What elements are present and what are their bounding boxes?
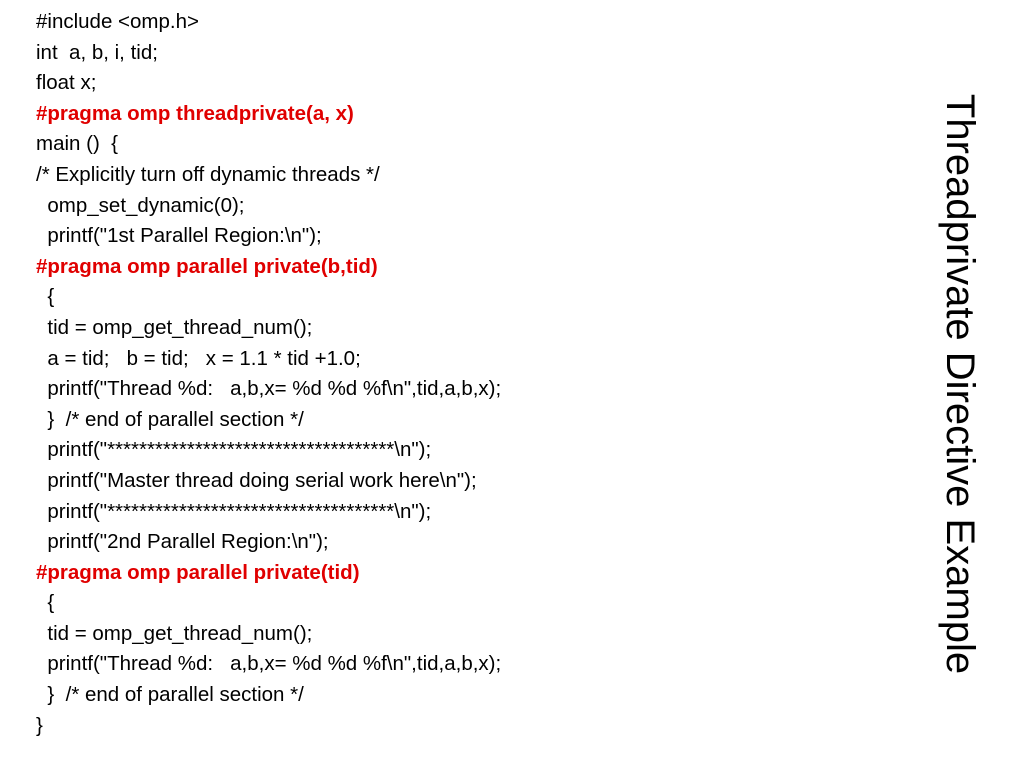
code-line-close-brace-1: } /* end of parallel section */ — [36, 407, 304, 431]
code-listing — [36, 7, 896, 741]
code-line-get-thread-num-2: tid = omp_get_thread_num(); — [36, 621, 313, 645]
code-line-open-brace-2: { — [36, 591, 55, 615]
code-line-printf-region-1: printf("1st Parallel Region:\n"); — [36, 224, 322, 248]
code-line-printf-stars-1: printf("************************************\n"); — [36, 438, 432, 462]
code-line-comment-dynamic: /* Explicitly turn off dynamic threads */ — [36, 162, 380, 186]
code-line-parallel-pragma-2: #pragma omp parallel private(tid) — [36, 560, 360, 584]
code-line-main: main () { — [36, 132, 119, 156]
code-line-printf-master: printf("Master thread doing serial work here\n"); — [36, 468, 477, 492]
code-line-open-brace-1: { — [36, 285, 55, 309]
code-line-printf-stars-2: printf("************************************\n"); — [36, 499, 432, 523]
code-line-printf-region-2: printf("2nd Parallel Region:\n"); — [36, 530, 329, 554]
code-line-printf-thread-1: printf("Thread %d: a,b,x= %d %d %f\n",tid,a,b,x); — [36, 377, 502, 401]
code-line-printf-thread-2: printf("Thread %d: a,b,x= %d %d %f\n",tid,a,b,x); — [36, 652, 502, 676]
code-line-float-declaration: float x; — [36, 71, 97, 95]
code-line-int-declaration: int a, b, i, tid; — [36, 40, 158, 64]
code-line-include: #include <omp.h> — [36, 10, 199, 33]
code-line-get-thread-num-1: tid = omp_get_thread_num(); — [36, 315, 313, 339]
code-line-set-dynamic: omp_set_dynamic(0); — [36, 193, 245, 217]
code-line-parallel-pragma-1: #pragma omp parallel private(b,tid) — [36, 254, 378, 278]
code-line-threadprivate-pragma: #pragma omp threadprivate(a, x) — [36, 101, 354, 125]
code-line-assignments: a = tid; b = tid; x = 1.1 * tid +1.0; — [36, 346, 361, 370]
slide-title: Threadprivate Directive Example — [938, 93, 982, 675]
code-line-main-close-brace: } — [36, 713, 43, 737]
code-line-close-brace-2: } /* end of parallel section */ — [36, 683, 304, 707]
